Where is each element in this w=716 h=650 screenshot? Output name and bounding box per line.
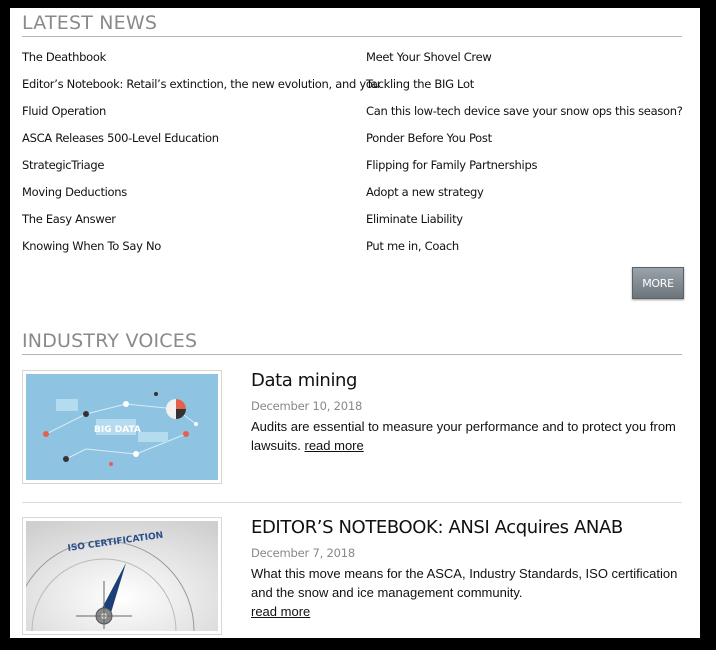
read-more-link[interactable]: read more [304,438,364,453]
industry-voices-heading: INDUSTRY VOICES [22,330,682,355]
news-link[interactable]: The Deathbook [22,50,106,64]
read-more-link[interactable]: read more [251,604,311,619]
news-link[interactable]: Editor’s Notebook: Retail’s extinction, the new evolution, and you [22,77,380,91]
news-link[interactable]: Knowing When To Say No [22,239,161,253]
iso-compass-illustration [26,521,218,631]
article-card [22,370,682,490]
news-link[interactable]: Tackling the BIG Lot [366,77,474,91]
article-title[interactable]: EDITOR’S NOTEBOOK: ANSI Acquires ANAB [251,517,623,538]
thumb-label: BIG DATA [94,425,141,435]
news-link[interactable]: Flipping for Family Partnerships [366,158,538,172]
more-news-button[interactable]: MORE [632,267,684,299]
news-link[interactable]: The Easy Answer [22,212,116,226]
article-card [22,517,682,638]
latest-news-right-column [366,48,683,264]
article-thumbnail[interactable] [22,517,222,635]
thumb-label: ISO CERTIFICATION [67,530,164,554]
news-link[interactable]: ASCA Releases 500-Level Education [22,131,219,145]
news-link[interactable]: Eliminate Liability [366,212,463,226]
news-link[interactable]: Ponder Before You Post [366,131,492,145]
description-text: Audits are essential to measure your performance and to protect you from lawsuits. [251,419,676,453]
article-title[interactable]: Data mining [251,370,358,391]
article-description [251,564,681,621]
latest-news-heading: LATEST NEWS [22,12,682,37]
big-data-illustration [26,374,218,480]
article-thumbnail[interactable] [22,370,222,484]
article-date: December 10, 2018 [251,399,363,413]
content-panel [10,8,700,638]
news-link[interactable]: Moving Deductions [22,185,127,199]
article-date: December 7, 2018 [251,546,355,560]
news-link[interactable]: Fluid Operation [22,104,106,118]
news-link[interactable]: Meet Your Shovel Crew [366,50,492,64]
news-link[interactable]: Put me in, Coach [366,239,459,253]
news-link[interactable]: Can this low-tech device save your snow ops this season? [366,104,683,118]
news-link[interactable]: StrategicTriage [22,158,105,172]
article-divider [22,502,682,503]
news-link[interactable]: Adopt a new strategy [366,185,484,199]
description-text: What this move means for the ASCA, Industry Standards, ISO certification and the snow and ice management community. [251,566,678,600]
article-description [251,417,681,455]
latest-news-left-column [22,48,380,264]
